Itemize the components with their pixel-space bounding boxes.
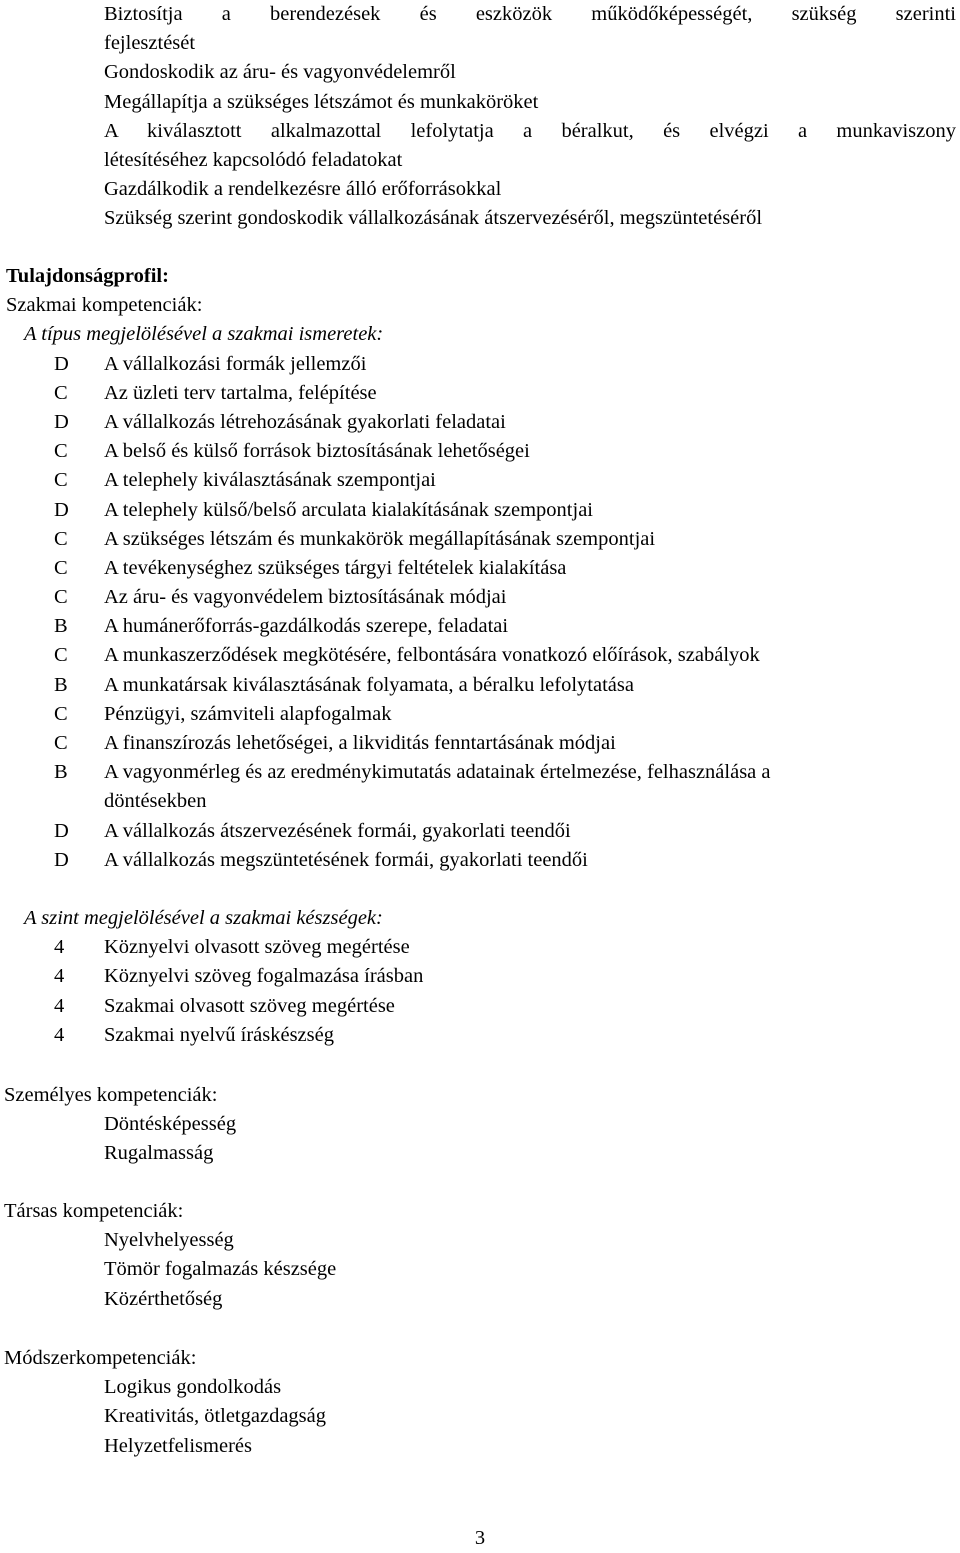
item-text: A vállalkozási formák jellemzői <box>104 352 367 375</box>
item-text: A telephely külső/belső arculata kialakításának szempontjai <box>104 498 593 521</box>
profile-section <box>6 262 956 875</box>
social-competencies-section <box>4 1197 954 1314</box>
list-item: Rugalmasság <box>104 1142 214 1165</box>
item-text: A vállalkozás létrehozásának gyakorlati feladatai <box>104 410 506 433</box>
task-list <box>104 0 956 234</box>
task-line: Biztosítja a berendezések és eszközök működőképességét, szükség szerinti <box>104 3 956 25</box>
type-code: C <box>54 586 68 609</box>
type-code: D <box>54 819 69 842</box>
knowledge-heading: A típus megjelölésével a szakmai ismeretek: <box>24 323 384 346</box>
item-text: A tevékenységhez szükséges tárgyi feltételek kialakítása <box>104 556 567 579</box>
list-item <box>6 496 956 525</box>
task-line: Szükség szerint gondoskodik vállalkozásának átszervezéséről, megszüntetéséről <box>104 207 763 230</box>
list-item <box>6 671 956 700</box>
list-item <box>6 729 956 758</box>
skills-section <box>6 904 956 1050</box>
item-text-continued: döntésekben <box>104 790 207 813</box>
type-code: D <box>54 498 69 521</box>
type-code: C <box>54 732 68 755</box>
list-item <box>6 437 956 466</box>
type-code: D <box>54 848 69 871</box>
type-code: C <box>54 440 68 463</box>
item-text: Az áru- és vagyonvédelem biztosításának módjai <box>104 586 507 609</box>
item-text: A szükséges létszám és munkakörök megállapításának szempontjai <box>104 527 656 550</box>
type-code: C <box>54 556 68 579</box>
item-text: Az üzleti terv tartalma, felépítése <box>104 381 377 404</box>
list-item: Helyzetfelismerés <box>104 1434 252 1457</box>
item-text: Köznyelvi olvasott szöveg megértése <box>104 936 410 959</box>
item-text: A vagyonmérleg és az eredménykimutatás adatainak értelmezése, felhasználása a <box>104 761 771 784</box>
list-item <box>6 641 956 670</box>
type-code: C <box>54 469 68 492</box>
list-item <box>6 992 956 1021</box>
item-text: Pénzügyi, számviteli alapfogalmak <box>104 702 392 725</box>
task-line: A kiválasztott alkalmazottal lefolytatja a béralkut, és elvégzi a munkaviszony <box>104 119 956 142</box>
type-code: D <box>54 410 69 433</box>
method-competencies-section <box>4 1344 954 1461</box>
skills-heading: A szint megjelölésével a szakmai készségek: <box>24 907 383 929</box>
item-text: A vállalkozás átszervezésének formái, gyakorlati teendői <box>104 819 571 842</box>
task-line: Gondoskodik az áru- és vagyonvédelemről <box>104 61 456 84</box>
list-item <box>6 554 956 583</box>
item-text: A belső és külső források biztosításának lehetőségei <box>104 440 530 463</box>
item-text: A munkaszerződések megkötésére, felbontására vonatkozó előírások, szabályok <box>104 644 760 667</box>
type-code: C <box>54 644 68 667</box>
personal-competencies-section <box>4 1081 954 1169</box>
list-item <box>6 583 956 612</box>
task-line: létesítéséhez kapcsolódó feladatokat <box>104 149 403 172</box>
list-item <box>6 408 956 437</box>
type-code: C <box>54 381 68 404</box>
list-item <box>6 962 956 991</box>
item-text: A telephely kiválasztásának szempontjai <box>104 469 436 492</box>
task-line: Gazdálkodik a rendelkezésre álló erőforrásokkal <box>104 178 502 201</box>
level-code: 4 <box>54 994 65 1017</box>
item-text: Szakmai nyelvű íráskészség <box>104 1023 334 1046</box>
item-text: A humánerőforrás-gazdálkodás szerepe, feladatai <box>104 615 509 638</box>
task-line: Megállapítja a szükséges létszámot és munkaköröket <box>104 90 539 113</box>
personal-competencies-label: Személyes kompetenciák: <box>4 1084 218 1106</box>
list-item <box>6 612 956 641</box>
list-item <box>6 525 956 554</box>
type-code: C <box>54 702 68 725</box>
profile-title: Tulajdonságprofil: <box>6 265 169 287</box>
list-item: Logikus gondolkodás <box>104 1376 282 1399</box>
social-competencies-label: Társas kompetenciák: <box>4 1200 184 1222</box>
method-competencies-label: Módszerkompetenciák: <box>4 1347 197 1369</box>
professional-competencies-label: Szakmai kompetenciák: <box>6 294 203 317</box>
list-item: Nyelvhelyesség <box>104 1229 234 1252</box>
list-item <box>6 758 956 816</box>
list-item <box>6 846 956 875</box>
list-item <box>6 350 956 379</box>
list-item: Kreativitás, ötletgazdagság <box>104 1405 326 1428</box>
list-item <box>6 379 956 408</box>
list-item: Tömör fogalmazás készsége <box>104 1258 337 1281</box>
item-text: Köznyelvi szöveg fogalmazása írásban <box>104 965 424 988</box>
item-text: A finanszírozás lehetőségei, a likviditás fenntartásának módjai <box>104 732 616 755</box>
item-text: Szakmai olvasott szöveg megértése <box>104 994 395 1017</box>
list-item: Döntésképesség <box>104 1113 237 1136</box>
type-code: B <box>54 761 68 784</box>
type-code: C <box>54 527 68 550</box>
type-code: B <box>54 673 68 696</box>
list-item <box>6 700 956 729</box>
item-text: A munkatársak kiválasztásának folyamata, a béralku lefolytatása <box>104 673 634 696</box>
list-item <box>6 1021 956 1050</box>
level-code: 4 <box>54 1023 65 1046</box>
list-item <box>6 466 956 495</box>
knowledge-list <box>6 350 956 875</box>
list-item <box>6 817 956 846</box>
level-code: 4 <box>54 965 65 988</box>
item-text: A vállalkozás megszüntetésének formái, gyakorlati teendői <box>104 848 588 871</box>
type-code: B <box>54 615 68 638</box>
task-line: fejlesztését <box>104 32 196 55</box>
level-code: 4 <box>54 936 65 959</box>
page-number: 3 <box>474 1527 486 1549</box>
type-code: D <box>54 352 69 375</box>
list-item: Közérthetőség <box>104 1287 223 1310</box>
list-item <box>6 933 956 962</box>
